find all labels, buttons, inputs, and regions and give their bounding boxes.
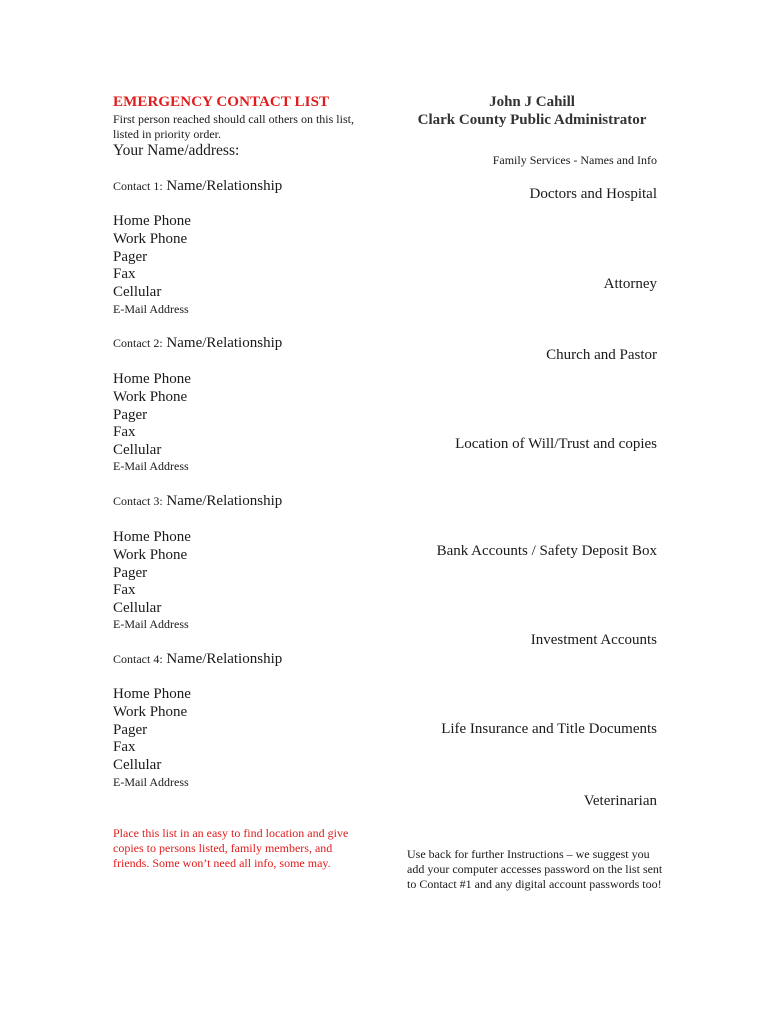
contact-4-prefix: Contact 4:	[113, 652, 163, 666]
contact-4-cellular: Cellular	[113, 757, 162, 774]
contact-3-work-phone: Work Phone	[113, 546, 188, 563]
contact-1-prefix: Contact 1:	[113, 179, 163, 193]
contact-2-cellular: Cellular	[113, 442, 162, 459]
contact-4-home-phone: Home Phone	[113, 686, 191, 702]
section-investment-accounts: Investment Accounts	[530, 632, 657, 648]
contact-1-name-label: Name/Relationship	[166, 178, 283, 194]
contact-3-fax: Fax	[113, 582, 136, 599]
contact-4-pager: Pager	[113, 721, 148, 738]
contact-1-email: E-Mail Address	[113, 302, 189, 316]
contact-2-work-phone: Work Phone	[113, 388, 188, 405]
contact-2-prefix: Contact 2:	[113, 336, 163, 350]
contact-4-work-phone: Work Phone	[113, 703, 188, 720]
contact-2-pager: Pager	[113, 406, 148, 423]
section-bank-accounts: Bank Accounts / Safety Deposit Box	[436, 543, 657, 559]
contact-3-fields	[113, 529, 191, 618]
contact-3-prefix: Contact 3:	[113, 494, 163, 508]
page-title: EMERGENCY CONTACT LIST	[113, 94, 330, 110]
intro-text: First person reached should call others on this list, listed in priority order.	[113, 112, 354, 141]
contact-1-work-phone: Work Phone	[113, 230, 188, 247]
contact-4-email: E-Mail Address	[113, 775, 189, 789]
contact-2-fax: Fax	[113, 424, 136, 441]
section-church-pastor: Church and Pastor	[546, 347, 657, 363]
contact-1-header	[113, 179, 282, 194]
contact-1-fax: Fax	[113, 266, 136, 283]
section-attorney: Attorney	[603, 276, 657, 292]
contact-2-home-phone: Home Phone	[113, 371, 191, 387]
contact-4-fields	[113, 686, 191, 775]
contact-3-cellular: Cellular	[113, 600, 162, 617]
contact-1-home-phone: Home Phone	[113, 213, 191, 229]
contact-2-email: E-Mail Address	[113, 459, 189, 473]
admin-office: Clark County Public Administrator	[417, 112, 647, 128]
section-doctors-hospital: Doctors and Hospital	[529, 186, 657, 202]
contact-3-name-label: Name/Relationship	[166, 493, 283, 509]
back-instructions-note: Use back for further Instructions – we suggest you add your computer accesses password on the list sent to Contact #1 and any digital account passwords too!	[407, 847, 663, 891]
contact-4-fax: Fax	[113, 739, 136, 756]
contact-2-fields	[113, 371, 191, 460]
distribution-note: Place this list in an easy to find location and give copies to persons listed, family members, and friends. Some won’t need all info, some may.	[113, 826, 349, 870]
section-will-trust: Location of Will/Trust and copies	[455, 436, 657, 452]
your-name-label: Your Name/address:	[113, 142, 240, 159]
contact-3-email: E-Mail Address	[113, 617, 189, 631]
admin-name: John J Cahill	[489, 94, 575, 110]
contact-3-pager: Pager	[113, 564, 148, 581]
family-services-subtitle: Family Services - Names and Info	[492, 153, 657, 167]
contact-4-header	[113, 652, 282, 667]
contact-2-name-label: Name/Relationship	[166, 335, 283, 351]
section-life-insurance: Life Insurance and Title Documents	[441, 721, 657, 737]
contact-2-header	[113, 336, 282, 351]
contact-1-fields	[113, 213, 191, 302]
contact-4-name-label: Name/Relationship	[166, 651, 283, 667]
contact-3-home-phone: Home Phone	[113, 529, 191, 545]
contact-3-header	[113, 494, 282, 509]
contact-1-pager: Pager	[113, 248, 148, 265]
contact-1-cellular: Cellular	[113, 284, 162, 301]
section-veterinarian: Veterinarian	[583, 793, 657, 809]
